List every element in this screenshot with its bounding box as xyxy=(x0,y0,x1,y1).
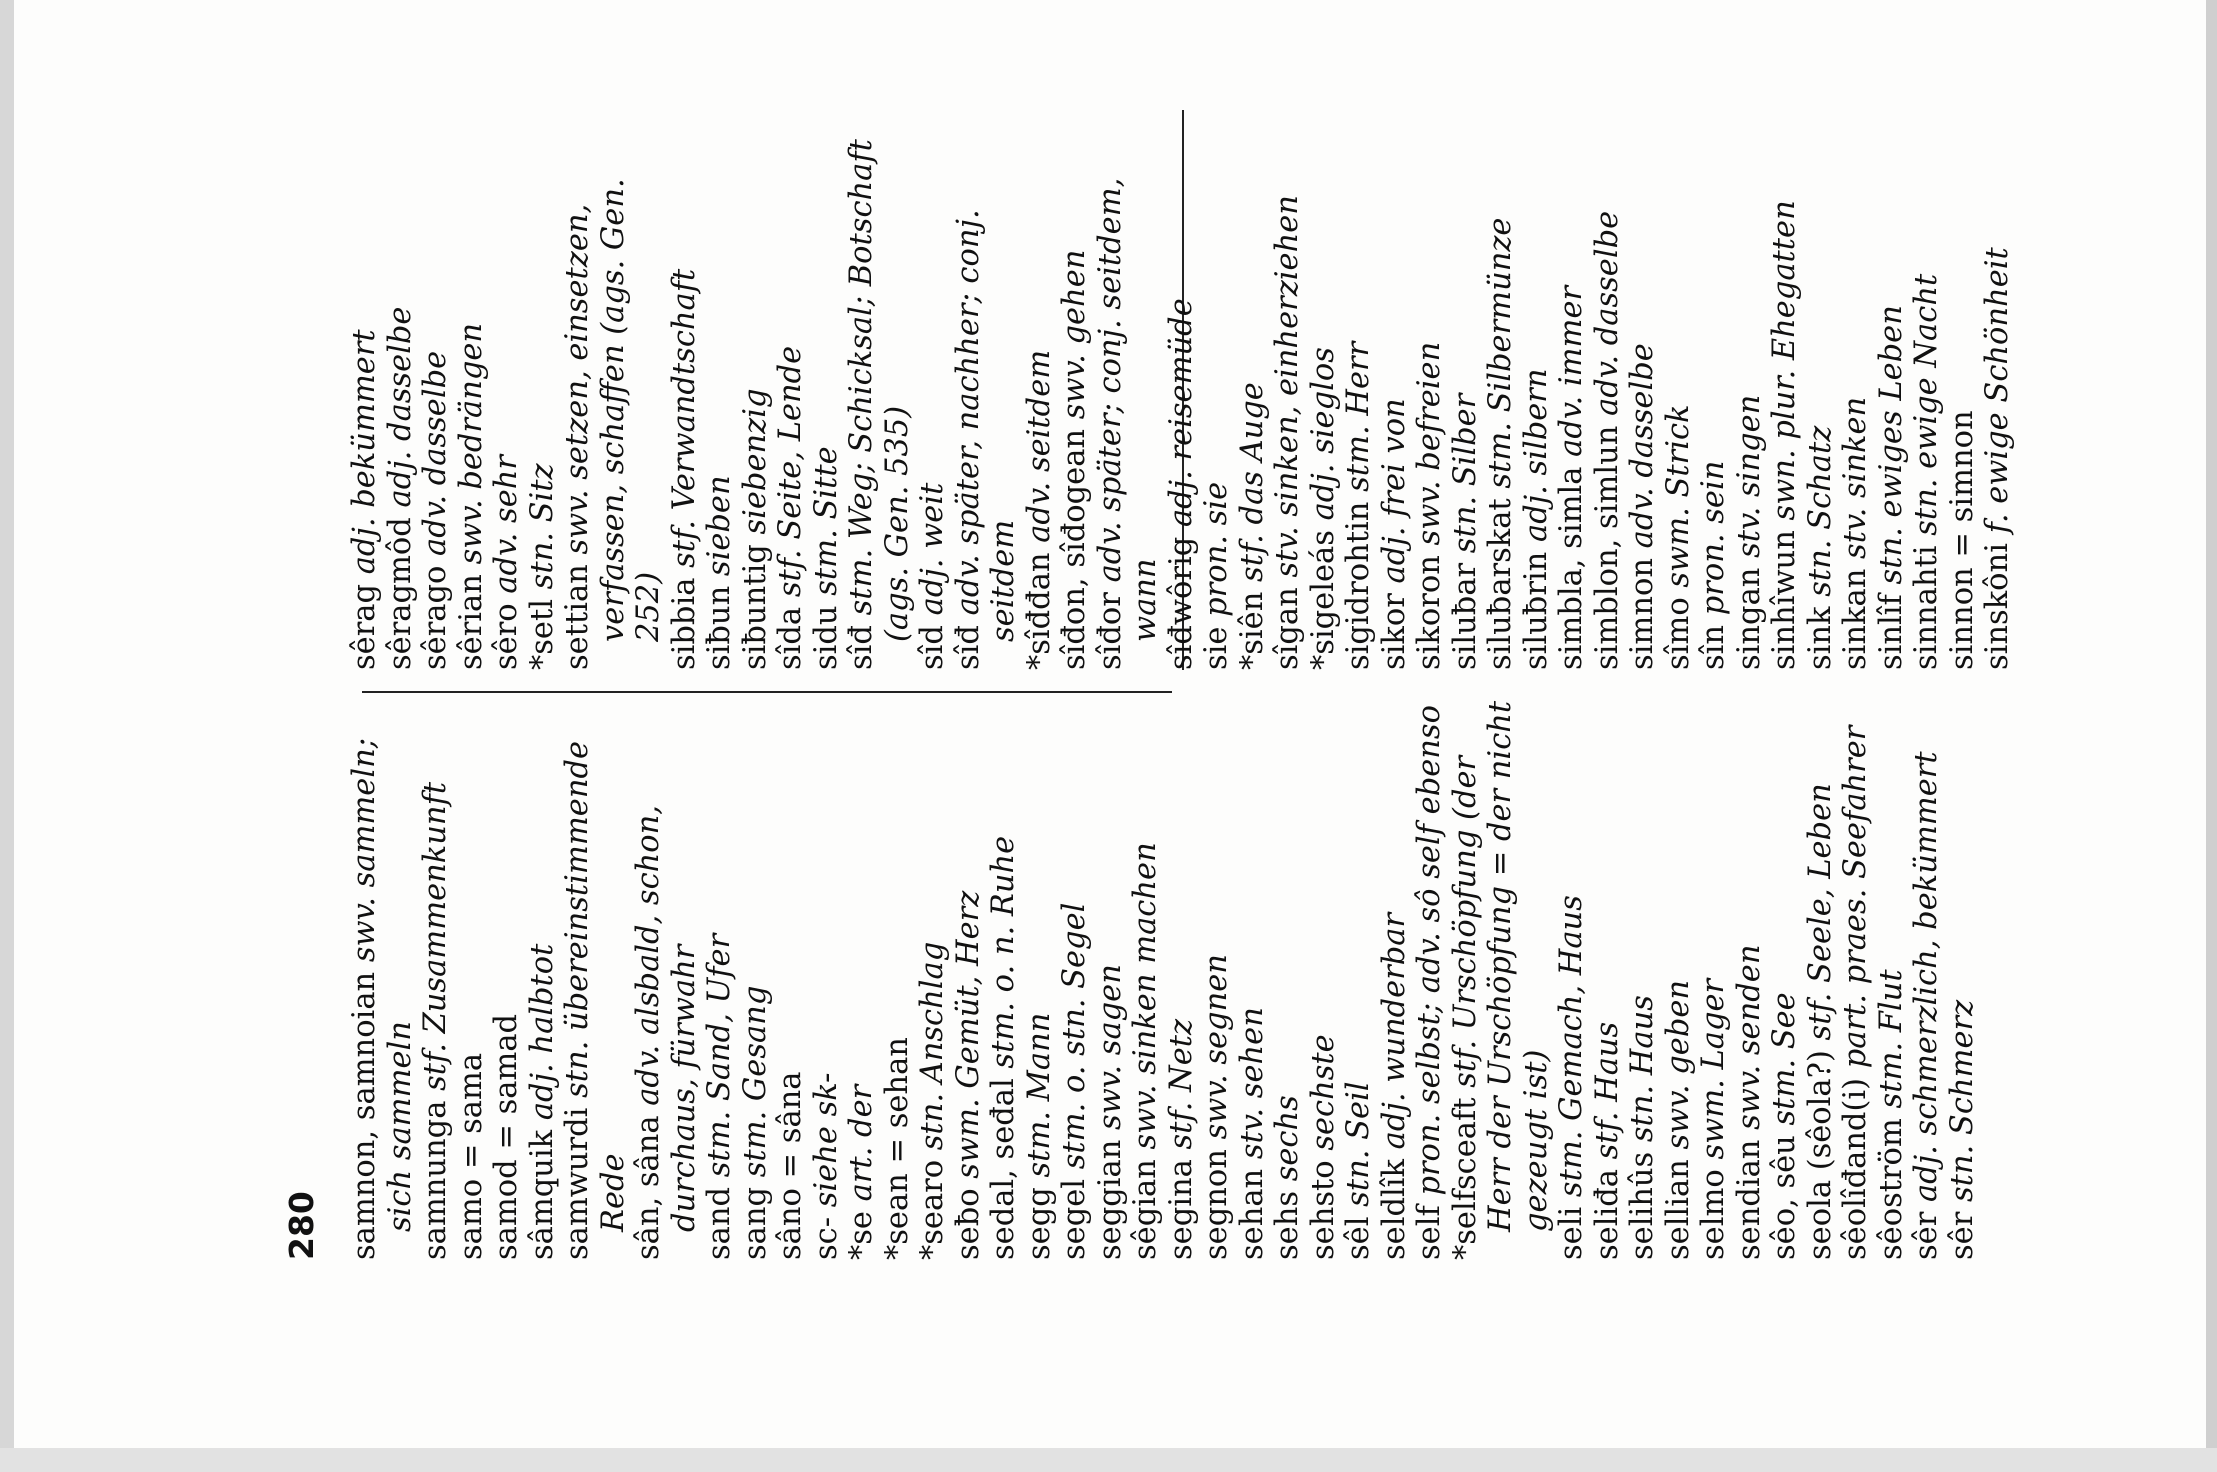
entry-headword: sîd xyxy=(915,625,950,670)
entry-gloss: adj. reisemüde xyxy=(1163,298,1199,537)
entry-gloss: swv. setzen, einsetzen, verfassen, schaffen (ags. Gen. 252) xyxy=(560,178,666,642)
entry-gloss: stn. übereinstimmende Rede xyxy=(560,740,631,1232)
entry-headword: samwurdi xyxy=(560,1107,595,1260)
glossary-entry xyxy=(1661,700,1697,1260)
entry-headword: seliđa xyxy=(1589,1169,1625,1260)
glossary-entry xyxy=(1590,130,1626,670)
entry-gloss: stf. Netz xyxy=(1163,1018,1199,1160)
entry-gloss: pron. sein xyxy=(1696,460,1731,625)
glossary-entry xyxy=(1767,700,1803,1260)
entry-headword: sêr xyxy=(1944,1211,1980,1260)
glossary-entry xyxy=(1732,700,1768,1260)
glossary-entry xyxy=(525,700,561,1260)
entry-gloss: sechs xyxy=(1270,1095,1305,1191)
entry-headword: samod = samad xyxy=(489,1013,524,1260)
glossary-entry xyxy=(1838,700,1874,1260)
entry-gloss: stm. Mann xyxy=(1021,1012,1057,1188)
glossary-entry xyxy=(809,700,845,1260)
entry-gloss: adj. frei von xyxy=(1376,398,1412,594)
entry-gloss: adj. bekümmert xyxy=(347,329,382,584)
entry-headword: sîda xyxy=(773,606,808,670)
entry-headword: segel xyxy=(1057,1178,1092,1260)
glossary-entry xyxy=(1803,700,1839,1260)
glossary-entry xyxy=(880,700,916,1260)
entry-headword: *searo xyxy=(915,1159,950,1260)
entry-headword: sîđwôrig xyxy=(1163,536,1199,670)
glossary-entry xyxy=(1235,130,1271,670)
entry-gloss: adv. sehr xyxy=(489,455,524,604)
entry-gloss: adj. schmerzlich, bekümmert xyxy=(1909,751,1944,1212)
entry-headword: sâmquik xyxy=(524,1129,560,1260)
entry-gloss: swv. befreien xyxy=(1412,341,1447,556)
entry-headword: *sîđđan xyxy=(1021,552,1057,670)
entry-gloss: sechste xyxy=(1305,1034,1341,1161)
entry-gloss: adv. immer xyxy=(1554,285,1589,467)
entry-headword: sehan xyxy=(1234,1168,1270,1260)
entry-gloss: f. ewige Schönheit xyxy=(1980,247,2015,544)
entry-gloss: adv. dasselbe xyxy=(418,350,453,566)
glossary-entry xyxy=(773,130,809,670)
entry-headword: sink xyxy=(1802,606,1838,670)
glossary-entry xyxy=(1377,700,1413,1260)
entry-headword: sêolîđand(i) xyxy=(1838,1077,1873,1260)
glossary-entry xyxy=(1093,700,1129,1260)
glossary-entry xyxy=(844,130,915,670)
entry-headword: sêro xyxy=(489,603,524,670)
entry-gloss: adv. später; conj. seitdem, wann xyxy=(1092,177,1163,642)
entry-gloss: stf. Seele, Leben xyxy=(1802,783,1838,1051)
entry-gloss: adv. dasselbe xyxy=(1589,210,1625,426)
glossary-entry xyxy=(809,130,845,670)
glossary-entry xyxy=(667,130,703,670)
entry-gloss: swv. sinken machen xyxy=(1128,842,1163,1160)
entry-headword: seggian xyxy=(1092,1139,1128,1260)
entry-gloss: stm. o. stn. Segel xyxy=(1057,902,1092,1179)
glossary-entry xyxy=(1199,700,1235,1260)
glossary-entry xyxy=(1554,700,1590,1260)
entry-headword: sêrago xyxy=(418,565,453,670)
glossary-entry xyxy=(1909,130,1945,670)
entry-headword: sâno = sâna xyxy=(773,1071,808,1260)
entry-headword: sîđ xyxy=(844,625,879,670)
entry-headword: selmo xyxy=(1696,1169,1731,1260)
entry-gloss: adv. dasselbe xyxy=(1625,343,1660,559)
entry-gloss: stm. Weg; Schicksal; Botschaft (ags. Gen. 535) xyxy=(844,139,915,642)
glossary-entry xyxy=(1377,130,1413,670)
glossary-entry xyxy=(738,130,774,670)
entry-gloss: siebenzig xyxy=(737,388,773,545)
glossary-entry xyxy=(1696,700,1732,1260)
entry-headword: sigidrohtin xyxy=(1341,501,1376,670)
entry-gloss: stn. Sitz xyxy=(524,463,560,600)
entry-gloss: stm. Sitte xyxy=(808,446,844,606)
entry-headword: sendian xyxy=(1731,1139,1767,1260)
glossary-entry xyxy=(1661,130,1697,670)
entry-headword: sêo, sêu xyxy=(1767,1135,1802,1260)
entry-gloss: stf. Seite, Lende xyxy=(773,345,808,607)
entry-headword: samnon, samnoian xyxy=(347,971,382,1260)
glossary-entry xyxy=(454,700,490,1260)
glossary-entry xyxy=(1554,130,1590,670)
glossary-entry xyxy=(418,130,454,670)
entry-gloss: stn. ewige Nacht xyxy=(1909,273,1944,546)
entry-headword: *setl xyxy=(524,599,560,670)
entry-headword: sân, sâna xyxy=(631,1115,666,1260)
entry-gloss: adj. sieglos xyxy=(1305,347,1341,531)
entry-gloss: swv. geben xyxy=(1660,979,1696,1160)
entry-gloss: stm. Herr xyxy=(1341,341,1376,502)
entry-headword: samnunga xyxy=(418,1100,453,1260)
entry-headword: sedal, seđal xyxy=(986,1078,1021,1260)
entry-gloss: stv. sinken, einherziehen xyxy=(1270,195,1305,588)
glossary-entry xyxy=(1306,130,1342,670)
entry-headword: siƀuntig xyxy=(737,544,773,670)
entry-gloss: swv. gehen xyxy=(1057,249,1092,429)
entry-headword: *sean = sehan xyxy=(879,1037,915,1260)
entry-headword: samo = sama xyxy=(453,1052,489,1260)
entry-headword: sêr xyxy=(1909,1211,1944,1260)
entry-headword: *siên xyxy=(1234,591,1270,670)
entry-headword: *se xyxy=(844,1211,879,1260)
entry-gloss: stm. Gemach, Haus xyxy=(1554,895,1589,1207)
entry-headword: siluƀrin xyxy=(1518,551,1554,670)
glossary-entry xyxy=(1945,700,1981,1260)
entry-headword: sêrag xyxy=(347,584,382,670)
entry-headword: simblon, simlun xyxy=(1589,425,1625,670)
glossary-entry xyxy=(738,700,774,1260)
glossary-entry xyxy=(1519,130,1555,670)
entry-gloss: stv. singen xyxy=(1731,394,1767,568)
entry-headword: sinnahti xyxy=(1909,545,1944,670)
glossary-entry xyxy=(773,700,809,1260)
entry-gloss: swn. plur. Ehegatten xyxy=(1767,200,1802,531)
entry-headword: sîđor xyxy=(1092,592,1128,670)
entry-headword: sêgian xyxy=(1128,1159,1163,1260)
entry-headword: sîmo xyxy=(1660,597,1696,670)
glossary-entry xyxy=(1696,130,1732,670)
entry-headword: sêl xyxy=(1341,1216,1376,1260)
entry-gloss: swm. Gemüt, Herz xyxy=(950,890,986,1189)
entry-gloss: stf. Urschöpfung (der Herr der Urschöpfung = der nicht gezeugt ist) xyxy=(1447,700,1554,1232)
entry-headword: siƀun xyxy=(702,585,737,670)
entry-gloss: sieben xyxy=(702,475,737,586)
entry-gloss: siehe sk- xyxy=(808,1072,844,1217)
entry-headword: seƀo xyxy=(950,1188,986,1260)
entry-gloss: adj. weit xyxy=(915,482,950,626)
entry-headword: sc- xyxy=(808,1216,844,1260)
glossary-entry xyxy=(1341,700,1377,1260)
entry-headword: simnon xyxy=(1625,558,1660,670)
entry-gloss: part. praes. Seefahrer xyxy=(1838,725,1873,1078)
entry-gloss: stm. Silbermünze xyxy=(1483,217,1518,499)
glossary-entry xyxy=(1945,130,1981,670)
entry-headword: sikor xyxy=(1376,593,1412,670)
glossary-entry xyxy=(1022,700,1058,1260)
glossary-entry xyxy=(1057,700,1093,1260)
scan-left-edge xyxy=(0,0,14,1472)
entry-gloss: swv. segnen xyxy=(1199,954,1234,1150)
entry-headword: selihûs xyxy=(1625,1151,1660,1260)
glossary-entry xyxy=(1164,130,1200,670)
glossary-entry xyxy=(986,700,1022,1260)
glossary-entry xyxy=(1874,130,1910,670)
entry-gloss: swm. Lager xyxy=(1696,978,1731,1170)
entry-gloss: stn. Haus xyxy=(1625,995,1660,1152)
entry-headword: sîđon, sîđogean xyxy=(1057,428,1092,670)
entry-gloss: swv. bedrängen xyxy=(453,322,489,575)
entry-headword: sand xyxy=(702,1186,737,1260)
entry-gloss: stm. See xyxy=(1767,992,1802,1136)
glossary-entry xyxy=(1341,130,1377,670)
entry-gloss: swv. senden xyxy=(1731,944,1767,1140)
entry-headword: *sigeleás xyxy=(1305,530,1341,670)
glossary-entry xyxy=(631,700,702,1260)
glossary-entry xyxy=(1874,700,1910,1260)
entry-headword: seola (sêola?) xyxy=(1802,1050,1838,1260)
glossary-right-column xyxy=(347,130,2016,670)
entry-gloss: pron. selbst; adv. sô self ebenso xyxy=(1412,705,1447,1206)
entry-headword: seldlîk xyxy=(1376,1159,1412,1260)
entry-headword: sêrian xyxy=(453,574,489,670)
entry-gloss: swv. sagen xyxy=(1092,964,1128,1140)
entry-headword: *selfsceaft xyxy=(1447,1097,1483,1260)
entry-headword: sinkan xyxy=(1838,568,1873,670)
entry-headword: sibbia xyxy=(666,577,702,670)
entry-headword: sang xyxy=(737,1186,773,1260)
entry-headword: sîđ xyxy=(950,625,986,670)
entry-headword: sinhîwun xyxy=(1767,530,1802,670)
glossary-entry xyxy=(1270,130,1306,670)
glossary-entry xyxy=(525,130,561,670)
entry-gloss: stn. Schatz xyxy=(1802,425,1838,607)
glossary-entry xyxy=(1199,130,1235,670)
scan-bottom-edge xyxy=(0,1448,2217,1472)
entry-gloss: stm. Flut xyxy=(1873,969,1909,1119)
entry-headword: sêragmôd xyxy=(382,517,418,670)
glossary-entry xyxy=(1732,130,1768,670)
entry-headword: singan xyxy=(1731,567,1767,670)
entry-headword: sinnon = simnon xyxy=(1944,410,1980,670)
entry-gloss: adv. seitdem xyxy=(1021,349,1057,553)
glossary-entry xyxy=(1590,700,1626,1260)
entry-headword: sinlîf xyxy=(1873,594,1909,670)
entry-gloss: adj. silbern xyxy=(1518,368,1554,552)
entry-headword: sehsto xyxy=(1305,1160,1341,1260)
glossary-entry xyxy=(1093,130,1164,670)
entry-gloss: stf. das Auge xyxy=(1234,382,1270,592)
glossary-entry xyxy=(1022,130,1058,670)
entry-headword: seli xyxy=(1554,1206,1589,1260)
entry-gloss: adv. später, nachher; conj. seitdem xyxy=(950,209,1021,642)
glossary-entry xyxy=(1483,130,1519,670)
entry-gloss: adj. dasselbe xyxy=(382,306,418,518)
glossary-entry xyxy=(1838,130,1874,670)
glossary-entry xyxy=(489,130,525,670)
entry-gloss: swm. Strick xyxy=(1660,404,1696,598)
entry-gloss: adj. wunderbar xyxy=(1376,912,1412,1160)
scan-right-edge xyxy=(2206,0,2217,1472)
entry-gloss: stf. Zusammenkunft xyxy=(418,781,453,1101)
glossary-entry xyxy=(915,700,951,1260)
glossary-entry xyxy=(1448,130,1484,670)
entry-gloss: stn. Seil xyxy=(1341,1081,1376,1217)
entry-headword: segnon xyxy=(1199,1149,1234,1260)
entry-headword: segina xyxy=(1163,1159,1199,1260)
glossary-left-column xyxy=(347,700,1980,1260)
glossary-entry xyxy=(1625,130,1661,670)
entry-gloss: stv. sehen xyxy=(1234,1007,1270,1169)
entry-gloss: adv. alsbald, schon, durchaus, fürwahr xyxy=(631,805,702,1232)
page-number: 280 xyxy=(282,1191,321,1260)
entry-headword: sîgan xyxy=(1270,587,1305,670)
glossary-entry xyxy=(489,700,525,1260)
entry-headword: sehs xyxy=(1270,1191,1305,1260)
entry-headword: siluƀarskat xyxy=(1483,498,1518,670)
entry-headword: sêoström xyxy=(1873,1118,1909,1260)
glossary-entry xyxy=(1270,700,1306,1260)
entry-headword: sikoron xyxy=(1412,555,1447,670)
glossary-entry xyxy=(951,130,1022,670)
glossary-entry xyxy=(844,700,880,1260)
glossary-entry xyxy=(1164,700,1200,1260)
entry-headword: segg xyxy=(1021,1187,1057,1260)
entry-gloss: stf. Verwandtschaft xyxy=(666,268,702,578)
glossary-entry xyxy=(1128,700,1164,1260)
entry-headword: sinskôni xyxy=(1980,543,2015,670)
glossary-entry xyxy=(1980,130,2016,670)
glossary-entry xyxy=(1235,700,1271,1260)
glossary-entry xyxy=(1057,130,1093,670)
entry-gloss: art. der xyxy=(844,1084,879,1212)
glossary-entry xyxy=(347,700,418,1260)
entry-gloss: pron. sie xyxy=(1199,481,1234,627)
glossary-entry xyxy=(1767,130,1803,670)
entry-gloss: stv. sinken xyxy=(1838,396,1873,569)
entry-gloss: stn. ewiges Leben xyxy=(1873,305,1909,595)
glossary-entry xyxy=(951,700,987,1260)
entry-headword: siluƀar xyxy=(1447,562,1483,670)
entry-gloss: stn. Anschlag xyxy=(915,941,950,1160)
glossary-entry xyxy=(1306,700,1342,1260)
entry-gloss: stm. Sand, Ufer xyxy=(702,933,737,1187)
glossary-entry xyxy=(1625,700,1661,1260)
glossary-entry xyxy=(454,130,490,670)
glossary-entry xyxy=(915,130,951,670)
glossary-entry xyxy=(702,700,738,1260)
glossary-entry xyxy=(383,130,419,670)
entry-headword: sîn xyxy=(1696,624,1731,670)
entry-gloss: stn. Silber xyxy=(1447,393,1483,563)
entry-gloss: stf. Haus xyxy=(1589,1021,1625,1170)
glossary-entry xyxy=(1412,130,1448,670)
entry-headword: simbla, simla xyxy=(1554,466,1589,670)
entry-gloss: swv. sammeln; sich sammeln xyxy=(347,737,418,1232)
entry-headword: sellian xyxy=(1660,1159,1696,1260)
entry-gloss: stm. Gesang xyxy=(737,985,773,1187)
glossary-entry xyxy=(1909,700,1945,1260)
glossary-entry xyxy=(347,130,383,670)
rotated-page xyxy=(107,140,2107,1320)
glossary-entry xyxy=(1448,700,1555,1260)
column-separator xyxy=(362,691,1172,693)
entry-headword: settian xyxy=(560,564,595,670)
entry-gloss: adj. halbtot xyxy=(524,943,560,1130)
glossary-entry xyxy=(1803,130,1839,670)
glossary-entry xyxy=(560,700,631,1260)
entry-gloss: stn. Schmerz xyxy=(1944,999,1980,1212)
glossary-entry xyxy=(702,130,738,670)
entry-headword: self xyxy=(1412,1205,1447,1260)
entry-headword: sie xyxy=(1199,626,1234,670)
entry-gloss: stm. o. n. Ruhe xyxy=(986,835,1021,1079)
entry-headword: sidu xyxy=(808,605,844,670)
glossary-entry xyxy=(1412,700,1448,1260)
glossary-entry xyxy=(418,700,454,1260)
glossary-entry xyxy=(560,130,667,670)
